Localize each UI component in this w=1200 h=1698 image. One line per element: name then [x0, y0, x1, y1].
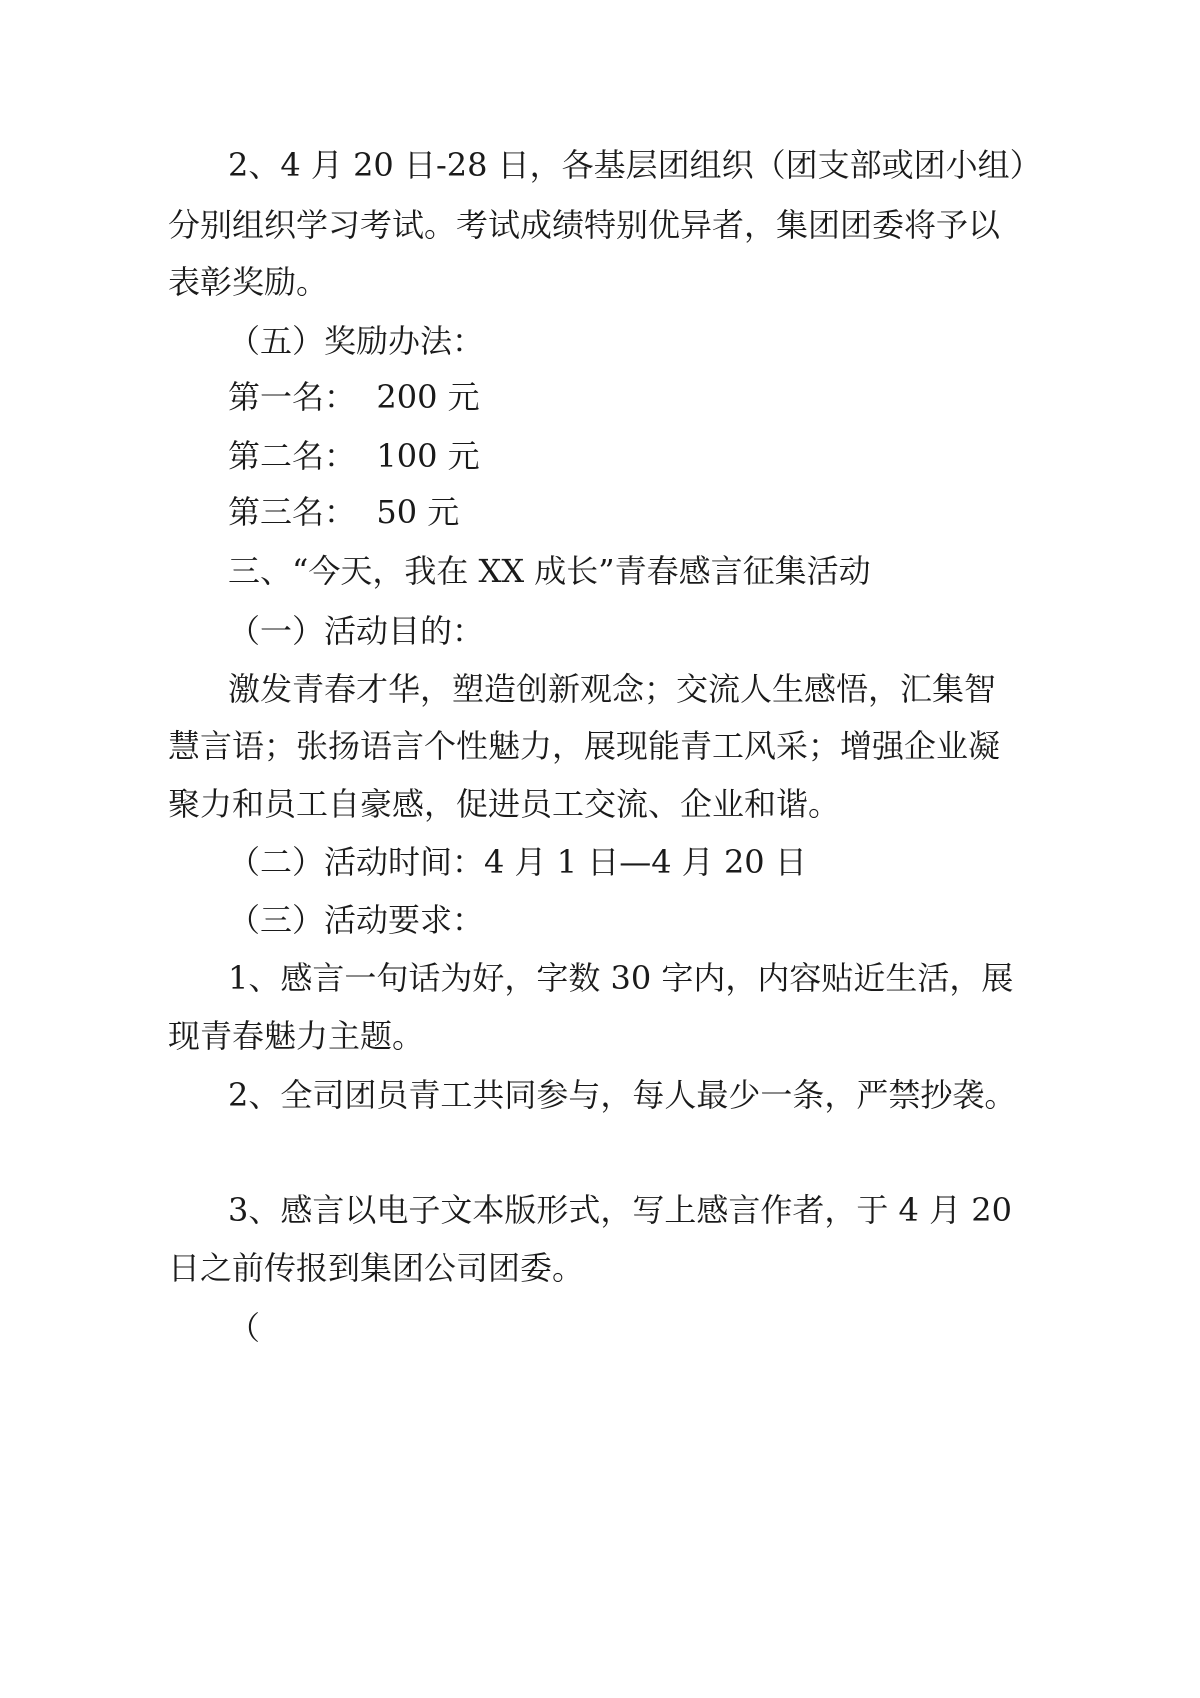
text-line-3: 表彰奖励。: [168, 263, 329, 301]
text-line-1: 2、4 月 20 日-28 日，各基层团组织（团支部或团小组）: [228, 146, 1042, 184]
text-line-15: 1、感言一句话为好，字数 30 字内，内容贴近生活，展: [228, 959, 1014, 997]
subheading-time: （二）活动时间：4 月 1 日—4 月 20 日: [228, 843, 807, 881]
text-line-17: 2、全司团员青工共同参与，每人最少一条，严禁抄袭。: [228, 1076, 1017, 1114]
text-line-2: 分别组织学习考试。考试成绩特别优异者，集团团委将予以: [168, 206, 1001, 244]
section-heading-rewards: （五）奖励办法：: [228, 322, 485, 360]
text-line-11: 慧言语；张扬语言个性魅力，展现能青工风采；增强企业凝: [168, 727, 1001, 765]
text-line-16: 现青春魅力主题。: [168, 1017, 425, 1055]
reward-third: 第三名： 50 元: [228, 493, 460, 531]
text-line-12: 聚力和员工自豪感，促进员工交流、企业和谐。: [168, 785, 841, 823]
subheading-purpose: （一）活动目的：: [228, 612, 485, 650]
subheading-requirements: （三）活动要求：: [228, 901, 485, 939]
text-line-18: 3、感言以电子文本版形式，写上感言作者，于 4 月 20: [228, 1191, 1012, 1229]
text-line-10: 激发青春才华，塑造创新观念；交流人生感悟，汇集智: [228, 670, 997, 708]
text-line-19: 日之前传报到集团公司团委。: [168, 1249, 585, 1287]
section-heading-3: 三、“今天，我在 XX 成长”青春感言征集活动: [228, 552, 871, 590]
text-line-20: （: [228, 1309, 261, 1347]
reward-first: 第一名： 200 元: [228, 378, 480, 416]
reward-second: 第二名： 100 元: [228, 437, 480, 475]
